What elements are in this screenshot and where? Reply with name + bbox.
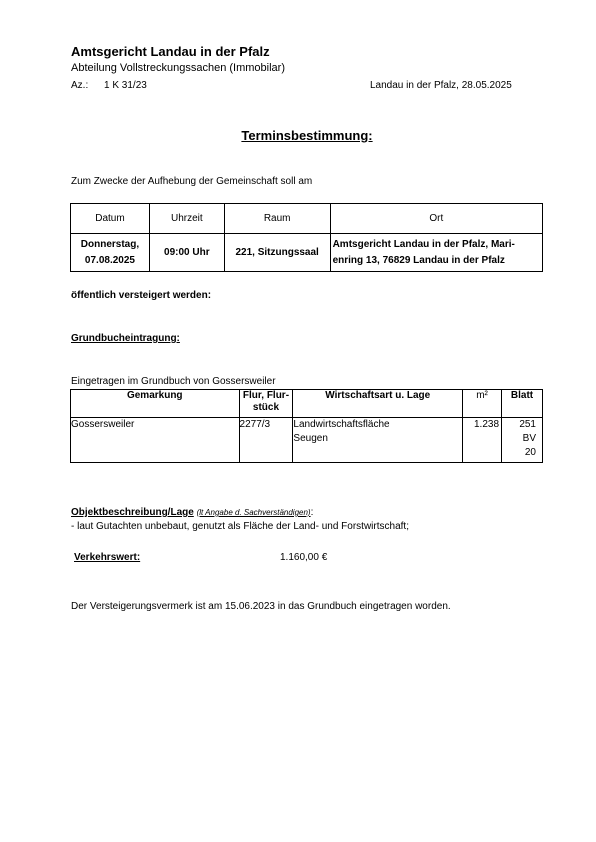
cell-wirtschaftsart [293, 418, 463, 463]
appointment-table [70, 203, 543, 272]
cell-flurstueck: 2277/3 [239, 418, 293, 463]
registration-note: Der Versteigerungsvermerk ist am 15.06.2023 in das Grundbuch eingetragen worden. [71, 601, 451, 612]
header-flurstueck [239, 390, 293, 418]
blatt-line-1: 251 [519, 419, 536, 430]
auction-statement: öffentlich versteigert werden: [71, 290, 212, 301]
date-weekday: Donnerstag, [80, 238, 140, 250]
header-flur-line-1: Flur, Flur- [242, 390, 290, 401]
land-register-table [70, 389, 543, 463]
department-name: Abteilung Vollstreckungssachen (Immobilar) [71, 62, 285, 74]
file-number-label: Az.: [71, 80, 89, 91]
document-title: Terminsbestimmung: [241, 128, 373, 143]
object-description-text: - laut Gutachten unbebaut, genutzt als Fläche der Land- und Forstwirtschaft; [71, 521, 409, 532]
object-description-heading [71, 507, 313, 518]
location-line-1: Amtsgericht Landau in der Pfalz, Mari- [332, 238, 515, 250]
appointment-location [330, 234, 542, 272]
header-datum: Datum [71, 204, 150, 234]
court-name: Amtsgericht Landau in der Pfalz [71, 44, 270, 59]
header-ort: Ort [330, 204, 542, 234]
object-heading-source: (lt Angabe d. Sachverständigen) [196, 508, 311, 517]
land-register-row [71, 418, 543, 463]
appointment-row [71, 234, 543, 272]
wirtschaftsart-line-1: Landwirtschaftsfläche [293, 419, 390, 430]
object-heading-text: Objektbeschreibung/Lage [71, 507, 194, 518]
blatt-line-2: BV [522, 433, 536, 444]
header-wirtschaftsart: Wirtschaftsart u. Lage [293, 390, 463, 418]
date-value: 07.08.2025 [84, 254, 135, 266]
header-uhrzeit: Uhrzeit [149, 204, 224, 234]
header-area-unit: m² [463, 390, 502, 418]
market-value-label: Verkehrswert: [74, 552, 141, 563]
header-gemarkung: Gemarkung [71, 390, 240, 418]
blatt-line-3: 20 [524, 447, 536, 458]
object-heading-colon: : [310, 507, 314, 518]
file-number: 1 K 31/23 [104, 80, 147, 91]
cell-gemarkung: Gossersweiler [71, 418, 240, 463]
land-register-header-row [71, 390, 543, 418]
wirtschaftsart-line-2: Seugen [293, 433, 328, 444]
header-blatt: Blatt [502, 390, 543, 418]
market-value: 1.160,00 € [280, 552, 328, 563]
land-register-heading: Grundbucheintragung: [71, 333, 180, 344]
cell-blatt [502, 418, 543, 463]
appointment-time: 09:00 Uhr [149, 234, 224, 272]
land-register-intro: Eingetragen im Grundbuch von Gossersweiler [71, 376, 276, 387]
appointment-date [71, 234, 150, 272]
intro-text: Zum Zwecke der Aufhebung der Gemeinschaft soll am [71, 176, 313, 187]
appointment-header-row [71, 204, 543, 234]
appointment-room: 221, Sitzungssaal [224, 234, 330, 272]
place-and-date: Landau in der Pfalz, 28.05.2025 [370, 80, 512, 91]
cell-area: 1.238 [463, 418, 502, 463]
header-flur-line-2: stück [252, 402, 280, 413]
header-raum: Raum [224, 204, 330, 234]
location-line-2: enring 13, 76829 Landau in der Pfalz [332, 254, 505, 266]
